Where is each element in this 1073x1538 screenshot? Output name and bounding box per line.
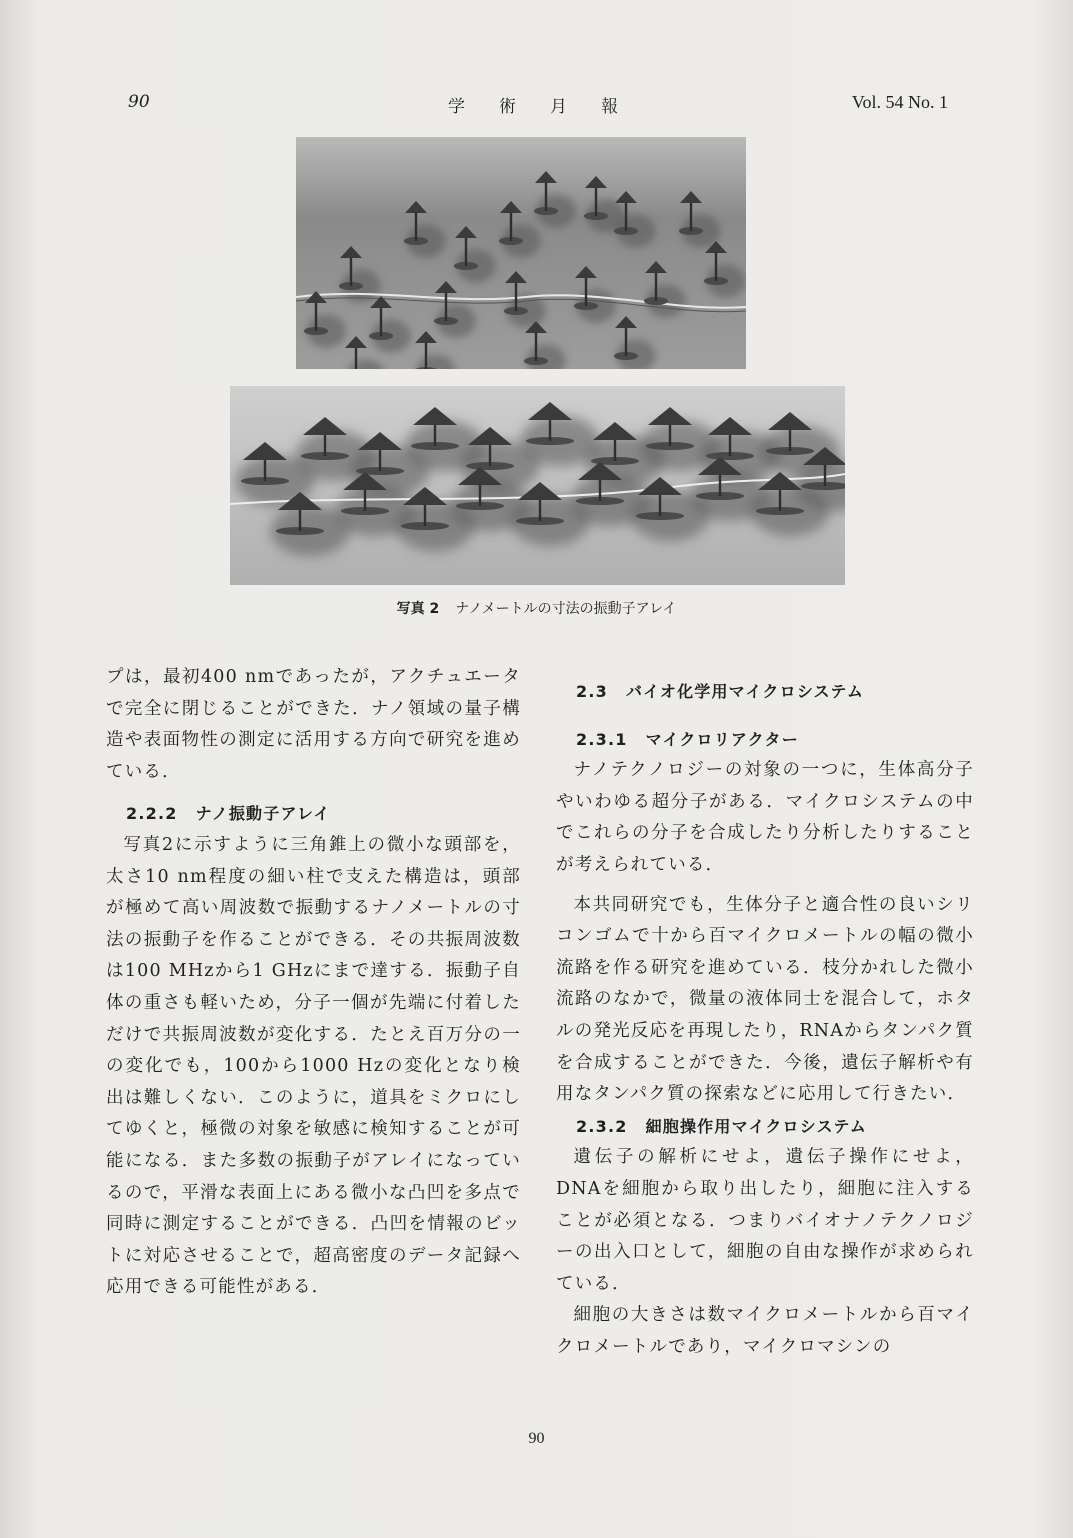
right-column [556,664,974,1363]
section-title: 細胞操作用マイクロシステム [645,1116,867,1136]
sem-image-top [296,137,746,369]
paragraph-cell-manipulation: 遺伝子の解析にせよ，遺伝子操作にせよ，DNAを細胞から取り出したり，細胞に注入することが必須となる．つまりバイオナノテクノロジーの出入口として，細胞の自由な操作が求められている． [556,1147,974,1294]
figure-caption-text: ナノメートルの寸法の振動子アレイ [455,601,677,617]
footer-page-number: 90 [528,1430,545,1447]
section-heading-2-2-2 [106,798,521,830]
section-number: 2.3.1 [576,729,628,749]
paragraph-cell-size: 細胞の大きさは数マイクロメートルから百マイクロメートルであり，マイクロマシンの [556,1305,974,1357]
section-title: ナノ振動子アレイ [195,804,331,824]
paragraph-gap-measurement: プは，最初400 nmであったが，アクチュエータで完全に閉じることができた．ナノ領域の量子構造や表面物性の測定に活用する方向で研究を進めている． [106,667,521,782]
section-title: バイオ化学用マイクロシステム [625,682,865,701]
figure-caption [0,598,1073,618]
paragraph-nano-oscillator: 写真2に示すように三角錐上の微小な頭部を，太さ10 nm程度の細い柱で支えた構造は，頭部が極めて高い周波数で振動するナノメートルの寸法の振動子を作ることができる．その共振周波数は100 MHzから1 GHzにまで達する．振動子自体の重さも軽いため，分子一個が先端に付着しただけで共振周波数が変化する．たとえ百万分の一の変化でも，100から1000 Hzの変化となり検出は難しくない．このように，道具をミクロにしてゆくと，極微の対象を敏感に検知することが可能になる．また多数の振動子がアレイになっているので，平滑な表面上にある微小な凸凹を多点で同時に測定することができる．凸凹を情報のビットに対応させることで，超高密度のデータ記録へ応用できる可能性がある． [106,834,521,1298]
section-heading-2-3 [556,676,974,708]
photo-oscillator-array-bottom [230,386,845,585]
header-volume: Vol. 54 No. 1 [851,92,948,112]
section-number: 2.2.2 [126,804,178,824]
left-column [106,662,521,1304]
photo-oscillator-array-top [296,137,746,369]
sem-image-bottom [230,386,845,585]
paragraph-biomolecules: ナノテクノロジーの対象の一つに，生体高分子やいわゆる超分子がある．マイクロシステムの中でこれらの分子を合成したり分析したりすることが考えられている． [556,760,974,875]
section-title: マイクロリアクター [645,729,799,749]
section-number: 2.3 [576,682,608,701]
figure-label: 写真 2 [396,601,440,617]
section-heading-2-3-1 [556,724,974,756]
section-heading-2-3-2 [556,1111,974,1143]
paragraph-microreactor-research: 本共同研究でも，生体分子と適合性の良いシリコンゴムで十から百マイクロメートルの幅の微小流路を作る研究を進めている．枝分かれした微小流路のなかで，微量の液体同士を混合して，ホタルの発光反応を再現したり，RNAからタンパク質を合成することができた．今後，遺伝子解析や有用なタンパク質の探索などに応用して行きたい． [556,894,974,1105]
header-page-number: 90 [128,92,150,112]
header-journal-title: 学術月報 [448,97,652,117]
section-number: 2.3.2 [576,1116,628,1136]
running-header [0,92,1073,122]
